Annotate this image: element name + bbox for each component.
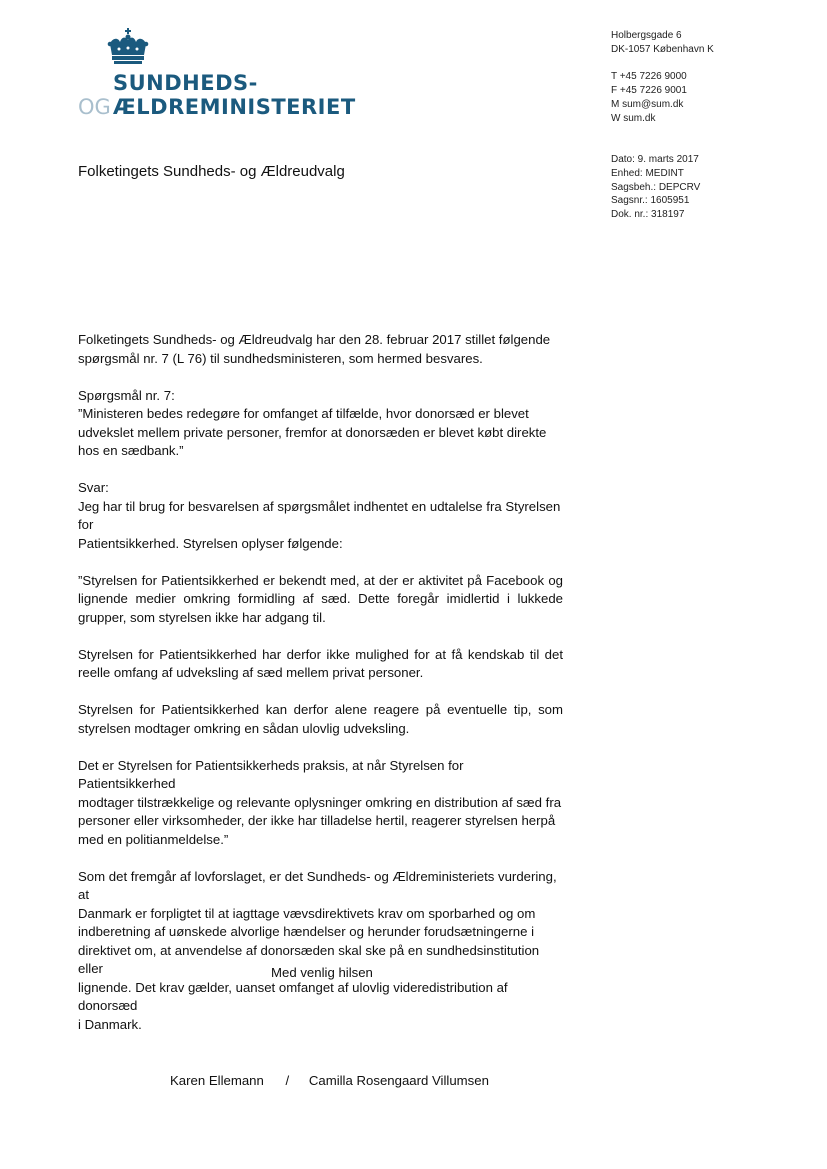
- meta-handler: Sagsbeh.: DEPCRV: [611, 181, 701, 193]
- crown-icon: [106, 28, 150, 66]
- quote-paragraph-2: Styrelsen for Patientsikkerhed har derfor ikke mulighed for at få kendskab til det reelle omfang af udveksling af sæd mellem privat personer.: [78, 646, 563, 680]
- recipient: Folketingets Sundheds- og Ældreudvalg: [78, 163, 345, 180]
- address-email: M sum@sum.dk: [611, 98, 684, 110]
- question-block: Spørgsmål nr. 7: ”Ministeren bedes redegøre for omfanget af tilfælde, hvor donorsæd er blevet udvekslet mellem private personer, fremfor at donorsæden er blevet købt direkte hos en sædbank.”: [78, 387, 547, 458]
- signature-name-2: Camilla Rosengaard Villumsen: [308, 1073, 489, 1088]
- ministry-logo: [78, 28, 358, 123]
- meta-case-no: Sagsnr.: 1605951: [611, 195, 690, 207]
- meta-date: Dato: 9. marts 2017: [611, 154, 699, 165]
- address-block: [611, 29, 714, 126]
- logo-line1: SUNDHEDS-: [113, 71, 258, 95]
- conclusion-paragraph: Som det fremgår af lovforslaget, er det Sundheds- og Ældreministeriets vurdering, at Danmark er forpligtet til at iagttage vævsdirektivets krav om sporbarhed og om indberetning af uønskede alvorlige hændelser og herunder forudsætningerne i direktivet om, at anvendelse af donorsæden skal ske på en sundhedsinstitution eller lignende. Det krav gælder, uanset omfanget af ulovlig videredistribution af donorsæd i Danmark.: [78, 868, 557, 1032]
- closing: Med venlig hilsen: [271, 965, 373, 980]
- address-city: DK-1057 København K: [611, 43, 714, 55]
- quote-paragraph-3: Styrelsen for Patientsikkerhed kan derfor alene reagere på eventuelle tip, som styrelsen modtager omkring en sådan ulovlig udveksling.: [78, 702, 563, 736]
- answer-label: Svar:: [78, 480, 109, 495]
- signature-name-1: Karen Ellemann: [170, 1073, 264, 1088]
- quote-paragraph-4: Det er Styrelsen for Patientsikkerheds praksis, at når Styrelsen for Patientsikkerhed modtager tilstrækkelige og relevante oplysninger omkring en distribution af sæd fra personer eller virksomheder, der ikke har tilladelse hertil, reagerer styrelsen herpå med en politianmeldelse.”: [78, 757, 562, 847]
- address-fax: F +45 7226 9001: [611, 85, 687, 97]
- question-label: Spørgsmål nr. 7:: [78, 387, 175, 403]
- logo-line2: ÆLDREMINISTERIET: [113, 95, 356, 119]
- address-web: W sum.dk: [611, 112, 656, 124]
- intro-paragraph: Folketingets Sundheds- og Ældreudvalg har den 28. februar 2017 stillet følgende spørgsmål nr. 7 (L 76) til sundhedsministeren, som hermed besvares.: [78, 332, 551, 366]
- meta-unit: Enhed: MEDINT: [611, 167, 684, 179]
- quote-paragraph-1: ”Styrelsen for Patientsikkerhed er bekendt med, at der er aktivitet på Facebook og lignende medier omkring formidling af sæd. Dette foregår imidlertid i lukkede grupper, som styrelsen ikke har adgang til.: [78, 572, 563, 625]
- letter-body: [78, 331, 563, 1034]
- address-phone: T +45 7226 9000: [611, 71, 687, 83]
- answer-block: Svar: Jeg har til brug for besvarelsen af spørgsmålet indhentet en udtalelse fra Styrelsen for Patientsikkerhed. Styrelsen oplyser følgende:: [78, 480, 561, 551]
- signature-separator: /: [285, 1073, 290, 1088]
- meta-doc-no: Dok. nr.: 318197: [611, 209, 685, 221]
- logo-og: OG: [78, 95, 111, 119]
- address-street: Holbergsgade 6: [611, 30, 682, 41]
- signature: [170, 1073, 489, 1088]
- document-meta: [611, 153, 700, 222]
